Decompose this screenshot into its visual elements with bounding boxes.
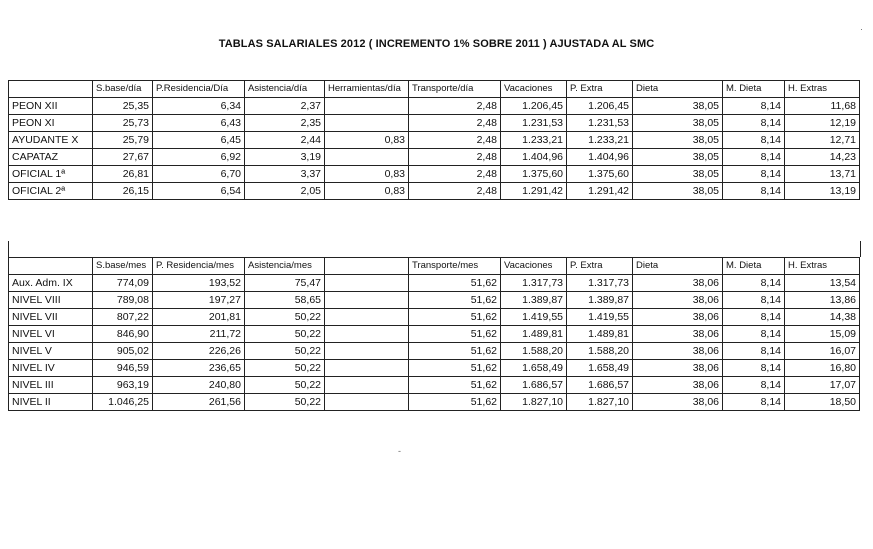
value-cell: 1.389,87 xyxy=(501,292,567,309)
value-cell: 2,35 xyxy=(245,115,325,132)
value-cell: 2,48 xyxy=(409,98,501,115)
value-cell: 12,19 xyxy=(785,115,860,132)
value-cell: 1.375,60 xyxy=(567,166,633,183)
value-cell xyxy=(325,377,409,394)
value-cell: 38,06 xyxy=(633,309,723,326)
category-cell: NIVEL VIII xyxy=(9,292,93,309)
column-header: P. Extra xyxy=(567,81,633,98)
category-cell: AYUDANTE X xyxy=(9,132,93,149)
value-cell: 807,22 xyxy=(93,309,153,326)
table-row xyxy=(9,115,860,132)
category-cell: CAPATAZ xyxy=(9,149,93,166)
value-cell: 6,45 xyxy=(153,132,245,149)
value-cell: 1.827,10 xyxy=(501,394,567,411)
value-cell: 58,65 xyxy=(245,292,325,309)
category-cell: OFICIAL 2ª xyxy=(9,183,93,200)
value-cell: 6,92 xyxy=(153,149,245,166)
monthly-salary-table xyxy=(8,257,860,411)
document-title: TABLAS SALARIALES 2012 ( INCREMENTO 1% SOBRE 2011 ) AJUSTADA AL SMC xyxy=(218,38,655,50)
value-cell: 2,48 xyxy=(409,149,501,166)
value-cell: 38,05 xyxy=(633,132,723,149)
table-row xyxy=(9,166,860,183)
value-cell: 2,48 xyxy=(409,166,501,183)
value-cell: 1.489,81 xyxy=(567,326,633,343)
value-cell: 2,48 xyxy=(409,115,501,132)
category-cell: Aux. Adm. IX xyxy=(9,275,93,292)
value-cell: 846,90 xyxy=(93,326,153,343)
value-cell: 1.375,60 xyxy=(501,166,567,183)
category-cell: OFICIAL 1ª xyxy=(9,166,93,183)
value-cell: 1.404,96 xyxy=(501,149,567,166)
table-row xyxy=(9,183,860,200)
value-cell: 8,14 xyxy=(723,343,785,360)
value-cell: 211,72 xyxy=(153,326,245,343)
value-cell xyxy=(325,149,409,166)
value-cell: 1.291,42 xyxy=(501,183,567,200)
value-cell: 50,22 xyxy=(245,360,325,377)
value-cell: 26,81 xyxy=(93,166,153,183)
value-cell: 1.419,55 xyxy=(501,309,567,326)
value-cell xyxy=(325,343,409,360)
value-cell: 1.233,21 xyxy=(501,132,567,149)
column-header xyxy=(9,258,93,275)
value-cell: 6,70 xyxy=(153,166,245,183)
value-cell: 789,08 xyxy=(93,292,153,309)
value-cell: 6,54 xyxy=(153,183,245,200)
value-cell: 15,09 xyxy=(785,326,860,343)
value-cell xyxy=(325,275,409,292)
category-cell: NIVEL III xyxy=(9,377,93,394)
table-row xyxy=(9,275,860,292)
value-cell: 38,06 xyxy=(633,394,723,411)
category-cell: NIVEL VI xyxy=(9,326,93,343)
value-cell: 38,05 xyxy=(633,98,723,115)
value-cell: 0,83 xyxy=(325,183,409,200)
value-cell: 38,06 xyxy=(633,275,723,292)
category-cell: PEON XI xyxy=(9,115,93,132)
value-cell xyxy=(325,326,409,343)
column-header: M. Dieta xyxy=(723,258,785,275)
value-cell: 25,73 xyxy=(93,115,153,132)
value-cell: 8,14 xyxy=(723,326,785,343)
column-header: Dieta xyxy=(633,258,723,275)
value-cell: 38,05 xyxy=(633,166,723,183)
value-cell: 8,14 xyxy=(723,360,785,377)
value-cell: 38,05 xyxy=(633,149,723,166)
value-cell: 13,19 xyxy=(785,183,860,200)
value-cell: 16,80 xyxy=(785,360,860,377)
value-cell: 51,62 xyxy=(409,326,501,343)
column-header: Herramientas/día xyxy=(325,81,409,98)
table-row xyxy=(9,149,860,166)
value-cell: 236,65 xyxy=(153,360,245,377)
value-cell: 51,62 xyxy=(409,394,501,411)
value-cell: 1.658,49 xyxy=(567,360,633,377)
value-cell: 12,71 xyxy=(785,132,860,149)
value-cell: 1.291,42 xyxy=(567,183,633,200)
value-cell: 1.658,49 xyxy=(501,360,567,377)
value-cell: 13,54 xyxy=(785,275,860,292)
value-cell: 240,80 xyxy=(153,377,245,394)
value-cell: 1.231,53 xyxy=(501,115,567,132)
value-cell: 1.827,10 xyxy=(567,394,633,411)
value-cell: 6,34 xyxy=(153,98,245,115)
value-cell: 75,47 xyxy=(245,275,325,292)
table-row xyxy=(9,292,860,309)
column-header: Transporte/mes xyxy=(409,258,501,275)
table-row xyxy=(9,326,860,343)
daily-salary-table xyxy=(8,80,860,200)
category-cell: PEON XII xyxy=(9,98,93,115)
value-cell: 38,06 xyxy=(633,377,723,394)
value-cell: 51,62 xyxy=(409,275,501,292)
value-cell: 2,48 xyxy=(409,132,501,149)
column-header: S.base/día xyxy=(93,81,153,98)
column-header: Dieta xyxy=(633,81,723,98)
value-cell: 1.233,21 xyxy=(567,132,633,149)
value-cell: 38,06 xyxy=(633,326,723,343)
column-header: S.base/mes xyxy=(93,258,153,275)
value-cell: 8,14 xyxy=(723,132,785,149)
value-cell: 1.419,55 xyxy=(567,309,633,326)
value-cell: 8,14 xyxy=(723,292,785,309)
value-cell: 8,14 xyxy=(723,149,785,166)
value-cell: 905,02 xyxy=(93,343,153,360)
value-cell: 8,14 xyxy=(723,183,785,200)
value-cell: 946,59 xyxy=(93,360,153,377)
value-cell: 38,06 xyxy=(633,292,723,309)
category-cell: NIVEL VII xyxy=(9,309,93,326)
value-cell: 3,37 xyxy=(245,166,325,183)
value-cell: 26,15 xyxy=(93,183,153,200)
value-cell: 51,62 xyxy=(409,309,501,326)
category-cell: NIVEL IV xyxy=(9,360,93,377)
value-cell: 25,35 xyxy=(93,98,153,115)
value-cell: 8,14 xyxy=(723,377,785,394)
value-cell: 51,62 xyxy=(409,292,501,309)
value-cell: 6,43 xyxy=(153,115,245,132)
value-cell: 1.206,45 xyxy=(501,98,567,115)
value-cell: 51,62 xyxy=(409,343,501,360)
value-cell: 1.317,73 xyxy=(501,275,567,292)
value-cell: 13,86 xyxy=(785,292,860,309)
value-cell xyxy=(325,394,409,411)
value-cell: 774,09 xyxy=(93,275,153,292)
category-cell: NIVEL V xyxy=(9,343,93,360)
column-header: Asistencia/mes xyxy=(245,258,325,275)
scan-speck: · xyxy=(860,24,863,34)
value-cell: 11,68 xyxy=(785,98,860,115)
table-row xyxy=(9,394,860,411)
value-cell xyxy=(325,360,409,377)
category-cell: NIVEL II xyxy=(9,394,93,411)
value-cell: 25,79 xyxy=(93,132,153,149)
value-cell: 8,14 xyxy=(723,115,785,132)
value-cell: 14,38 xyxy=(785,309,860,326)
value-cell xyxy=(325,115,409,132)
value-cell: 963,19 xyxy=(93,377,153,394)
table-row xyxy=(9,309,860,326)
value-cell: 14,23 xyxy=(785,149,860,166)
column-header xyxy=(9,81,93,98)
value-cell: 1.588,20 xyxy=(501,343,567,360)
value-cell: 13,71 xyxy=(785,166,860,183)
column-header: Transporte/día xyxy=(409,81,501,98)
value-cell: 8,14 xyxy=(723,275,785,292)
value-cell: 38,06 xyxy=(633,360,723,377)
column-header: Vacaciones xyxy=(501,81,567,98)
column-header: Asistencia/día xyxy=(245,81,325,98)
value-cell: 16,07 xyxy=(785,343,860,360)
table-row xyxy=(9,343,860,360)
header-row xyxy=(9,258,860,275)
value-cell: 50,22 xyxy=(245,394,325,411)
column-header: H. Extras xyxy=(785,81,860,98)
value-cell: 1.389,87 xyxy=(567,292,633,309)
table-row xyxy=(9,132,860,149)
value-cell: 1.206,45 xyxy=(567,98,633,115)
table-row xyxy=(9,377,860,394)
column-header: P. Extra xyxy=(567,258,633,275)
value-cell: 50,22 xyxy=(245,343,325,360)
column-header: P.Residencia/Día xyxy=(153,81,245,98)
value-cell xyxy=(325,309,409,326)
value-cell: 8,14 xyxy=(723,166,785,183)
column-header: M. Dieta xyxy=(723,81,785,98)
value-cell: 27,67 xyxy=(93,149,153,166)
value-cell: 17,07 xyxy=(785,377,860,394)
value-cell: 38,05 xyxy=(633,115,723,132)
value-cell: 197,27 xyxy=(153,292,245,309)
value-cell: 1.588,20 xyxy=(567,343,633,360)
value-cell: 8,14 xyxy=(723,394,785,411)
value-cell: 0,83 xyxy=(325,166,409,183)
value-cell: 2,05 xyxy=(245,183,325,200)
value-cell: 201,81 xyxy=(153,309,245,326)
value-cell: 2,48 xyxy=(409,183,501,200)
value-cell: 50,22 xyxy=(245,309,325,326)
value-cell: 1.231,53 xyxy=(567,115,633,132)
value-cell: 50,22 xyxy=(245,326,325,343)
value-cell: 193,52 xyxy=(153,275,245,292)
column-header: Vacaciones xyxy=(501,258,567,275)
value-cell: 51,62 xyxy=(409,360,501,377)
value-cell: 2,44 xyxy=(245,132,325,149)
value-cell: 1.404,96 xyxy=(567,149,633,166)
value-cell: 50,22 xyxy=(245,377,325,394)
value-cell: 8,14 xyxy=(723,309,785,326)
scan-speck: - xyxy=(398,446,401,456)
column-header: P. Residencia/mes xyxy=(153,258,245,275)
column-header xyxy=(325,258,409,275)
value-cell: 38,06 xyxy=(633,343,723,360)
value-cell: 1.489,81 xyxy=(501,326,567,343)
value-cell xyxy=(325,292,409,309)
value-cell: 0,83 xyxy=(325,132,409,149)
value-cell: 1.317,73 xyxy=(567,275,633,292)
value-cell: 8,14 xyxy=(723,98,785,115)
value-cell: 18,50 xyxy=(785,394,860,411)
value-cell: 3,19 xyxy=(245,149,325,166)
value-cell: 51,62 xyxy=(409,377,501,394)
header-row xyxy=(9,81,860,98)
value-cell: 1.686,57 xyxy=(567,377,633,394)
value-cell: 1.686,57 xyxy=(501,377,567,394)
table-row xyxy=(9,360,860,377)
column-header: H. Extras xyxy=(785,258,860,275)
table-separator xyxy=(8,241,861,257)
value-cell: 261,56 xyxy=(153,394,245,411)
value-cell xyxy=(325,98,409,115)
value-cell: 38,05 xyxy=(633,183,723,200)
value-cell: 1.046,25 xyxy=(93,394,153,411)
table-row xyxy=(9,98,860,115)
value-cell: 2,37 xyxy=(245,98,325,115)
value-cell: 226,26 xyxy=(153,343,245,360)
